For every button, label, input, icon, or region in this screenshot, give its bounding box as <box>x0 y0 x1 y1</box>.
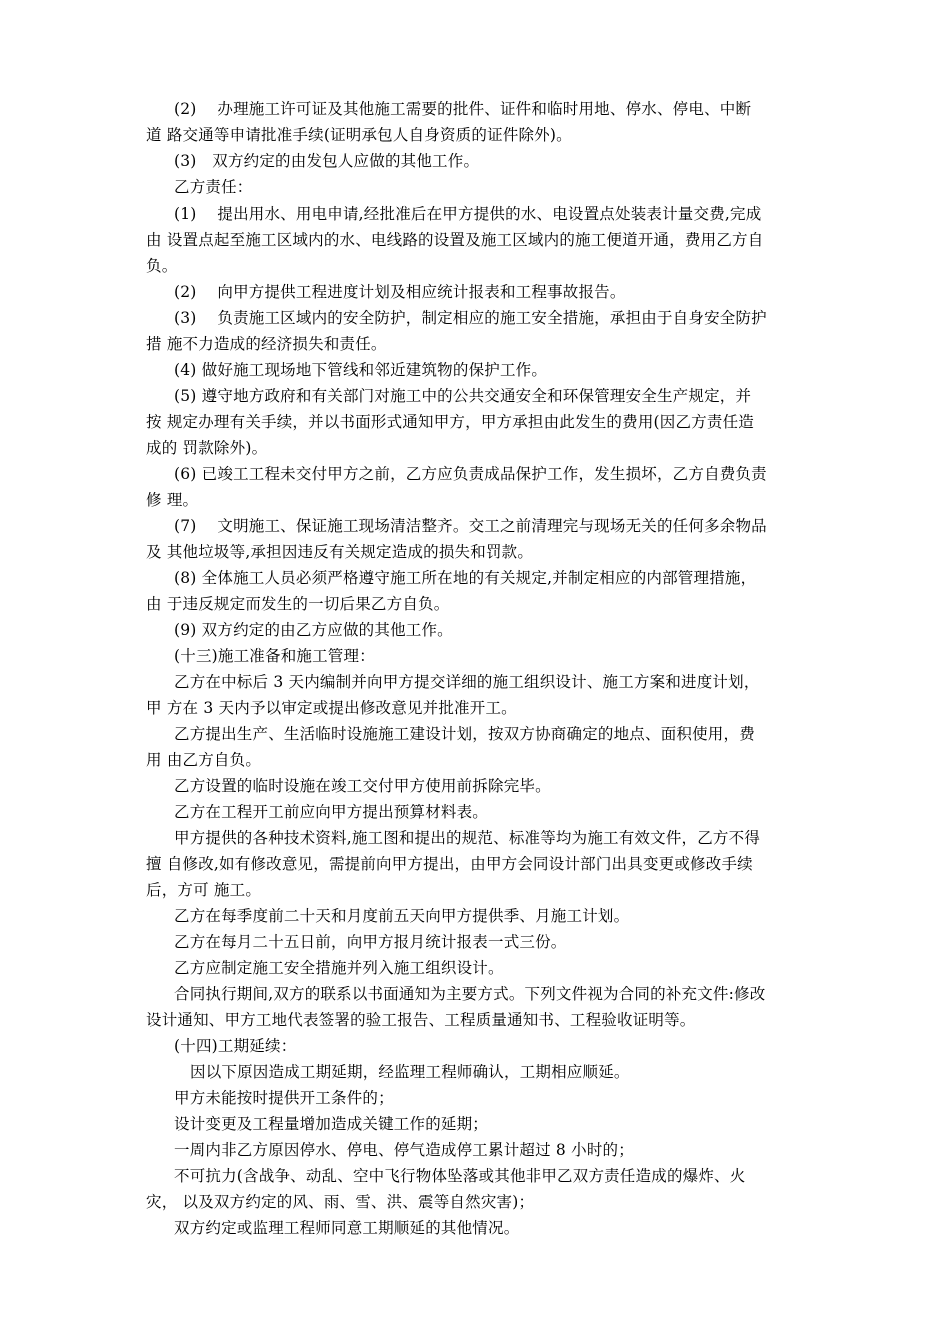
text-line: 不可抗力(含战争、动乱、空中飞行物体坠落或其他非甲乙双方责任造成的爆炸、火 <box>174 1167 746 1185</box>
section-heading: 乙方责任： <box>174 178 253 196</box>
text-line: 乙方在中标后 3 天内编制并向甲方提交详细的施工组织设计、施工方案和进度计划， <box>174 673 760 691</box>
text-line: (3) 负责施工区域内的安全防护，制定相应的施工安全措施，承担由于自身安全防护 <box>174 309 767 327</box>
text-line: 乙方应制定施工安全措施并列入施工组织设计。 <box>174 959 504 977</box>
text-line: 乙方在每月二十五日前，向甲方报月统计报表一式三份。 <box>174 933 567 951</box>
text-line: (7) 文明施工、保证施工现场清洁整齐。交工之前清理完与现场无关的任何多余物品 <box>174 517 767 535</box>
text-line: 擅 自修改,如有修改意见，需提前向甲方提出，由甲方会同设计部门出具变更或修改手续 <box>146 855 753 873</box>
text-line: (2) 办理施工许可证及其他施工需要的批件、证件和临时用地、停水、停电、中断 <box>174 100 752 118</box>
text-line: 一周内非乙方原因停水、停电、停气造成停工累计超过 8 小时的； <box>174 1141 634 1159</box>
text-line: 甲方未能按时提供开工条件的； <box>174 1089 394 1107</box>
text-line: (9) 双方约定的由乙方应做的其他工作。 <box>174 621 453 639</box>
text-line: (6) 已竣工工程未交付甲方之前，乙方应负责成品保护工作，发生损坏，乙方自费负责 <box>174 465 767 483</box>
text-line: 修 理。 <box>146 491 199 509</box>
text-line: 因以下原因造成工期延期，经监理工程师确认，工期相应顺延。 <box>190 1063 630 1081</box>
text-line: 由 设置点起至施工区域内的水、电线路的设置及施工区域内的施工便道开通，费用乙方自 <box>146 231 764 249</box>
text-line: (1) 提出用水、用电申请,经批准后在甲方提供的水、电设置点处装表计量交费,完成 <box>174 205 762 223</box>
text-line: 由 于违反规定而发生的一切后果乙方自负。 <box>146 595 450 613</box>
text-line: 双方约定或监理工程师同意工期顺延的其他情况。 <box>174 1219 520 1237</box>
text-line: 乙方在工程开工前应向甲方提出预算材料表。 <box>174 803 489 821</box>
text-line: 乙方提出生产、生活临时设施施工建设计划，按双方协商确定的地点、面积使用，费 <box>174 725 755 743</box>
text-line: 设计变更及工程量增加造成关键工作的延期； <box>174 1115 489 1133</box>
text-line: 后，方可 施工。 <box>146 881 262 899</box>
text-line: 用 由乙方自负。 <box>146 751 262 769</box>
text-line: (8) 全体施工人员必须严格遵守施工所在地的有关规定,并制定相应的内部管理措施， <box>174 569 757 587</box>
section-heading: (十四)工期延续： <box>174 1037 297 1055</box>
text-line: 负。 <box>146 257 178 275</box>
text-line: 灾， 以及双方约定的风、雨、雪、洪、震等自然灾害)； <box>146 1193 535 1211</box>
text-line: 合同执行期间,双方的联系以书面通知为主要方式。下列文件视为合同的补充文件:修改 <box>174 985 766 1003</box>
section-heading: (十三)施工准备和施工管理： <box>174 647 375 665</box>
text-line: 措 施不力造成的经济损失和责任。 <box>146 335 387 353</box>
text-line: 乙方设置的临时设施在竣工交付甲方使用前拆除完毕。 <box>174 777 551 795</box>
text-line: 成的 罚款除外)。 <box>146 439 268 457</box>
text-line: 道 路交通等申请批准手续(证明承包人自身资质的证件除外)。 <box>146 126 572 144</box>
text-line: 甲 方在 3 天内予以审定或提出修改意见并批准开工。 <box>146 699 517 717</box>
text-line: (3) 双方约定的由发包人应做的其他工作。 <box>174 152 480 170</box>
text-line: (5) 遵守地方政府和有关部门对施工中的公共交通安全和环保管理安全生产规定，并 <box>174 387 752 405</box>
text-line: 甲方提供的各种技术资料,施工图和提出的规范、标准等均为施工有效文件，乙方不得 <box>174 829 761 847</box>
text-line: (4) 做好施工现场地下管线和邻近建筑物的保护工作。 <box>174 361 548 379</box>
text-line: 设计通知、甲方工地代表签署的验工报告、工程质量通知书、工程验收证明等。 <box>146 1011 696 1029</box>
text-line: 按 规定办理有关手续，并以书面形式通知甲方，甲方承担由此发生的费用(因乙方责任造 <box>146 413 754 431</box>
text-line: 乙方在每季度前二十天和月度前五天向甲方提供季、月施工计划。 <box>174 907 630 925</box>
text-line: 及 其他垃圾等,承担因违反有关规定造成的损失和罚款。 <box>146 543 534 561</box>
text-line: (2) 向甲方提供工程进度计划及相应统计报表和工程事故报告。 <box>174 283 626 301</box>
